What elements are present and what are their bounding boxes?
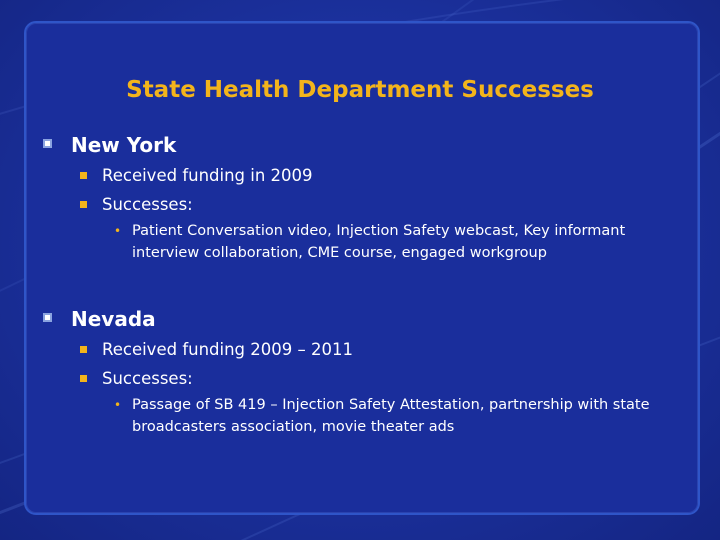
checkbox-bullet-icon [43, 139, 52, 148]
section-heading-label: Nevada [71, 307, 156, 331]
detail-text: Passage of SB 419 – Injection Safety Attestation, partnership with state broadcasters association, movie theater ads [132, 397, 650, 435]
dot-bullet-icon: • [114, 398, 122, 412]
square-bullet-icon [80, 201, 87, 208]
list-item-text: Successes: [102, 369, 193, 388]
list-item-text: Received funding 2009 – 2011 [102, 340, 353, 359]
dot-bullet-icon: • [114, 224, 122, 238]
section-heading-label: New York [71, 133, 177, 157]
list-item-text: Successes: [102, 195, 193, 214]
detail-text: Patient Conversation video, Injection Safety webcast, Key informant interview collaboration, CME course, engaged workgroup [132, 223, 626, 261]
square-bullet-icon [80, 375, 87, 382]
detail-item [114, 394, 684, 438]
square-bullet-icon [80, 346, 87, 353]
checkbox-bullet-icon [43, 313, 52, 322]
detail-item [114, 220, 684, 264]
slide-title: State Health Department Successes [126, 77, 594, 103]
square-bullet-icon [80, 172, 87, 179]
list-item-text: Received funding in 2009 [102, 166, 313, 185]
